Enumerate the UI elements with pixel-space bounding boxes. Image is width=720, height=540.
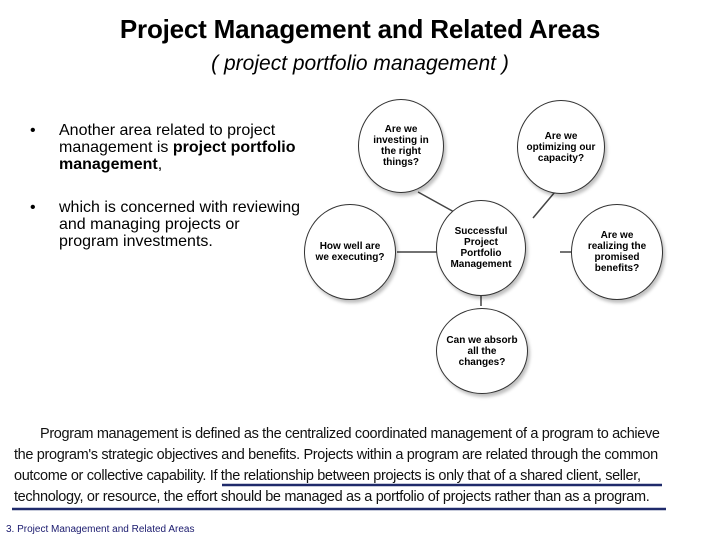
diagram-node-right: Are we realizing the promised benefits? [571,204,663,300]
bullet-item [30,122,300,173]
slide-subtitle: ( project portfolio management ) [211,52,509,75]
diagram-node-left: How well are we executing? [304,204,396,300]
bullet-list [30,122,300,250]
paragraph-line: outcome or collective capability. If the relationship between projects is only that of a shared client, seller, [14,468,641,484]
slide-footer: 3. Project Management and Related Areas [6,524,195,535]
slide-title: Project Management and Related Areas [119,14,601,44]
bullet-item [30,199,300,250]
diagram-node-bottom: Can we absorb all the changes? [436,308,528,394]
paragraph-line: the program's strategic objectives and benefits. Projects within a program are related through the common [14,447,658,463]
bullet-text: Another area related to project management is [59,122,276,156]
bullet-dot: • [30,122,36,139]
bullet-bold-text: project portfolio management [59,139,296,173]
diagram-node-center: Successful Project Portfolio Management [436,200,526,296]
program-management-paragraph [14,424,670,508]
bullet-dot: • [30,199,36,216]
paragraph-line: Program management is defined as the centralized coordinated management of a program to achieve [40,426,660,442]
diagram-node-top-left: Are we investing in the right things? [358,99,444,193]
bullet-text-end: , [157,156,163,173]
diagram-node-top-right: Are we optimizing our capacity? [517,100,605,194]
paragraph-line: technology, or resource, the effort should be managed as a portfolio of projects rather than as a program. [14,489,650,505]
portfolio-diagram [300,96,700,396]
bullet-text: which is concerned with reviewing and managing projects or program investments. [59,199,300,250]
